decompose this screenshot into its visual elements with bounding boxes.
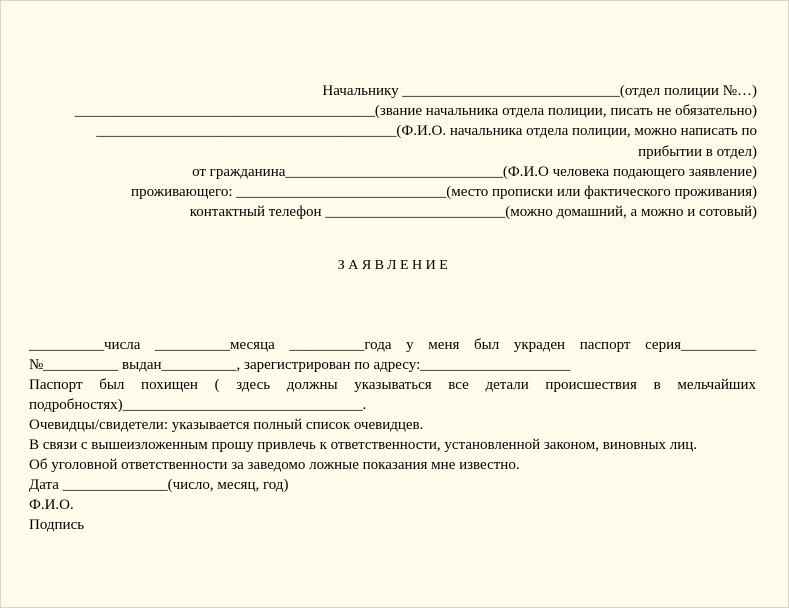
body-line-fio: Ф.И.О. (29, 497, 74, 513)
header-line-from-citizen: от гражданина_____________________________(Ф.И.О человека подающего заявление) (192, 163, 757, 180)
header-line-chief-name: ________________________________________(Ф.И.О. начальника отдела полиции, можно написать по (96, 123, 757, 140)
body-line-witnesses: Очевидцы/свидетели: указывается полный список очевидцев. (29, 417, 424, 433)
document-title: ЗАЯВЛЕНИЕ (337, 258, 452, 273)
header-line-chief-name-cont: прибытии в отдел) (638, 143, 757, 160)
body-line-stolen-details: Паспорт был похищен ( здесь должны указываться все детали происшествия в мельчайших (29, 377, 756, 393)
body-line-date-passport: __________числа __________месяца __________года у меня был украден паспорт серия__________ (29, 337, 756, 353)
header-line-rank: ________________________________________(звание начальника отдела полиции, писать не обязательно) (74, 103, 757, 120)
body-line-request: В связи с вышеизложенным прошу привлечь к ответственности, установленной законом, виновных лиц. (29, 437, 698, 453)
body-line-details-cont: подробностях)________________________________. (29, 397, 367, 413)
header-line-chief: Начальнику _____________________________(отдел полиции №…) (322, 83, 757, 99)
body-line-signature: Подпись (29, 517, 85, 533)
body-line-issued-address: №__________ выдан__________, зарегистрирован по адресу:____________________ (29, 357, 571, 373)
header-line-residence: проживающего: ____________________________(место прописки или фактического проживания) (131, 184, 757, 201)
addressee-block (27, 81, 757, 222)
header-line-phone: контактный телефон ________________________(можно домашний, а можно и сотовый) (189, 204, 757, 221)
body-line-date: Дата ______________(число, месяц, год) (29, 477, 289, 493)
statement-body (29, 335, 756, 535)
body-line-liability: Об уголовной ответственности за заведомо ложные показания мне известно. (29, 457, 520, 473)
